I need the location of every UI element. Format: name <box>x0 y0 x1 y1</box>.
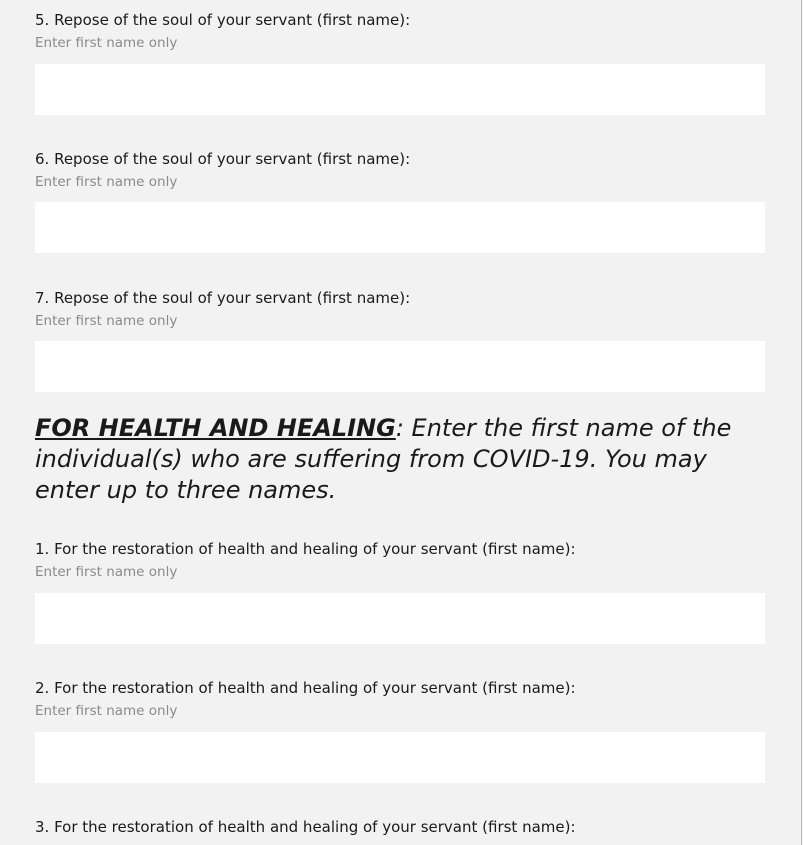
repose-field-6-label: 6. Repose of the soul of your servant (first name): <box>35 150 411 168</box>
repose-field-5-input[interactable] <box>35 64 765 115</box>
health-field-2-hint: Enter first name only <box>35 703 178 719</box>
repose-field-7-label: 7. Repose of the soul of your servant (first name): <box>35 289 411 307</box>
repose-field-6 <box>35 150 765 190</box>
health-field-2-label: 2. For the restoration of health and healing of your servant (first name): <box>35 679 576 697</box>
repose-field-5 <box>35 11 765 51</box>
health-section-heading-text: : Enter the first name of the individual(s) who are suffering from COVID-19. You may enter up to three names. <box>35 414 732 504</box>
repose-field-5-label: 5. Repose of the soul of your servant (first name): <box>35 11 411 29</box>
repose-field-7-hint: Enter first name only <box>35 313 178 329</box>
health-field-1 <box>35 540 765 580</box>
health-field-1-input[interactable] <box>35 593 765 644</box>
health-field-3-label: 3. For the restoration of health and healing of your servant (first name): <box>35 818 576 836</box>
health-section-heading-strong: FOR HEALTH AND HEALING <box>35 414 396 442</box>
repose-field-7 <box>35 289 765 329</box>
health-field-1-label: 1. For the restoration of health and healing of your servant (first name): <box>35 540 576 558</box>
health-section-heading <box>35 413 735 506</box>
repose-field-6-input[interactable] <box>35 202 765 253</box>
health-field-2-input[interactable] <box>35 732 765 783</box>
health-field-2 <box>35 679 765 719</box>
repose-field-6-hint: Enter first name only <box>35 174 178 190</box>
health-field-3 <box>35 818 765 836</box>
health-field-1-hint: Enter first name only <box>35 564 178 580</box>
repose-field-7-input[interactable] <box>35 341 765 392</box>
repose-field-5-hint: Enter first name only <box>35 35 178 51</box>
